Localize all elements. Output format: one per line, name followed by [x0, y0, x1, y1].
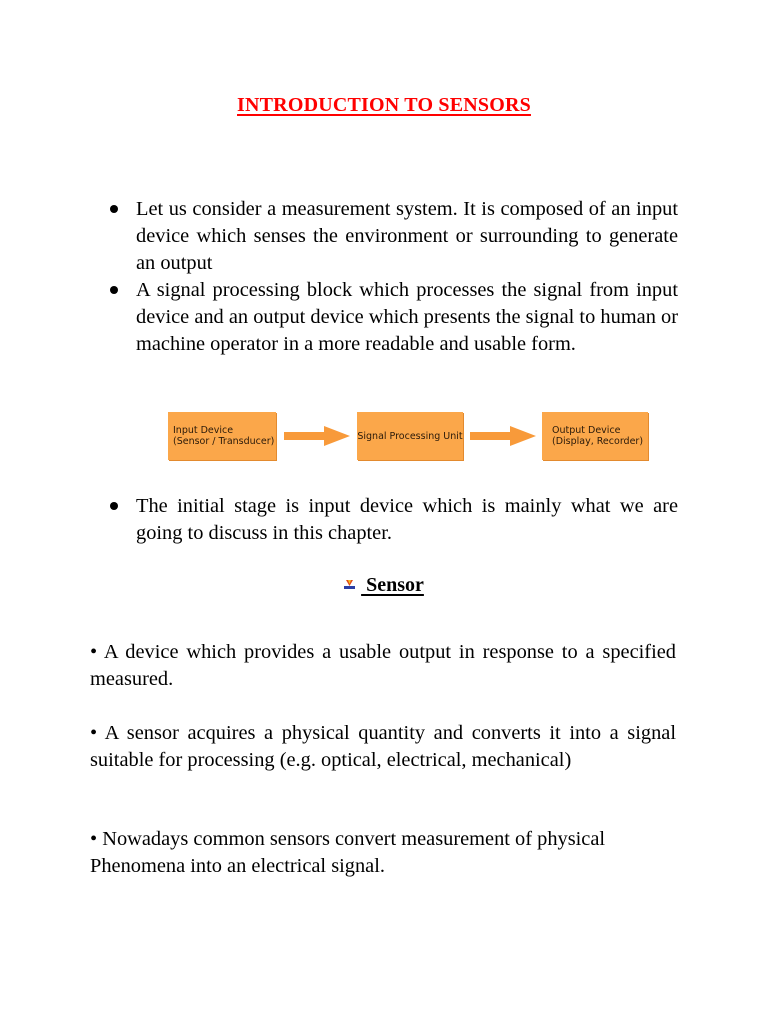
output-device-sublabel: (Display, Recorder)	[552, 436, 644, 447]
bullet-item	[108, 196, 678, 277]
input-device-sublabel: (Sensor / Transducer)	[173, 436, 275, 447]
output-device-box	[542, 412, 648, 460]
bullet-dot-icon	[110, 502, 118, 510]
measurement-system-diagram	[166, 412, 650, 462]
section-heading	[0, 574, 768, 597]
bullet-text: The initial stage is input device which is mainly what we are going to discuss in this chapter.	[136, 495, 678, 544]
arrow-right-icon	[470, 426, 536, 446]
paragraph: • A sensor acquires a physical quantity and converts it into a signal suitable for processing (e.g. optical, electrical, mechanical)	[90, 722, 676, 771]
signal-processing-label: Signal Processing Unit	[357, 430, 463, 442]
intro-bullet-list	[108, 196, 678, 358]
page-title: INTRODUCTION TO SENSORS	[237, 94, 531, 116]
bullet-text: Let us consider a measurement system. It is composed of an input device which senses the environment or surrounding to generate an output	[136, 198, 678, 274]
arrow-bullet-icon	[344, 579, 355, 590]
signal-processing-box	[357, 412, 463, 460]
bullet-item	[108, 493, 678, 547]
arrow-right-icon	[284, 426, 350, 446]
paragraph: • A device which provides a usable output in response to a specified measured.	[90, 641, 676, 690]
bullet-item	[108, 277, 678, 358]
input-device-box	[168, 412, 276, 460]
bullet-text: A signal processing block which processes the signal from input device and an output device which presents the signal to human or machine operator in a more readable and usable form.	[136, 279, 678, 355]
paragraph: • Nowadays common sensors convert measurement of physical Phenomena into an electrical signal.	[90, 828, 606, 877]
input-device-label: Input Device	[173, 425, 234, 436]
section-heading-label: Sensor	[361, 574, 424, 596]
stage-bullet-list	[108, 493, 678, 547]
bullet-dot-icon	[110, 205, 118, 213]
output-device-label: Output Device	[552, 425, 621, 436]
bullet-dot-icon	[110, 286, 118, 294]
